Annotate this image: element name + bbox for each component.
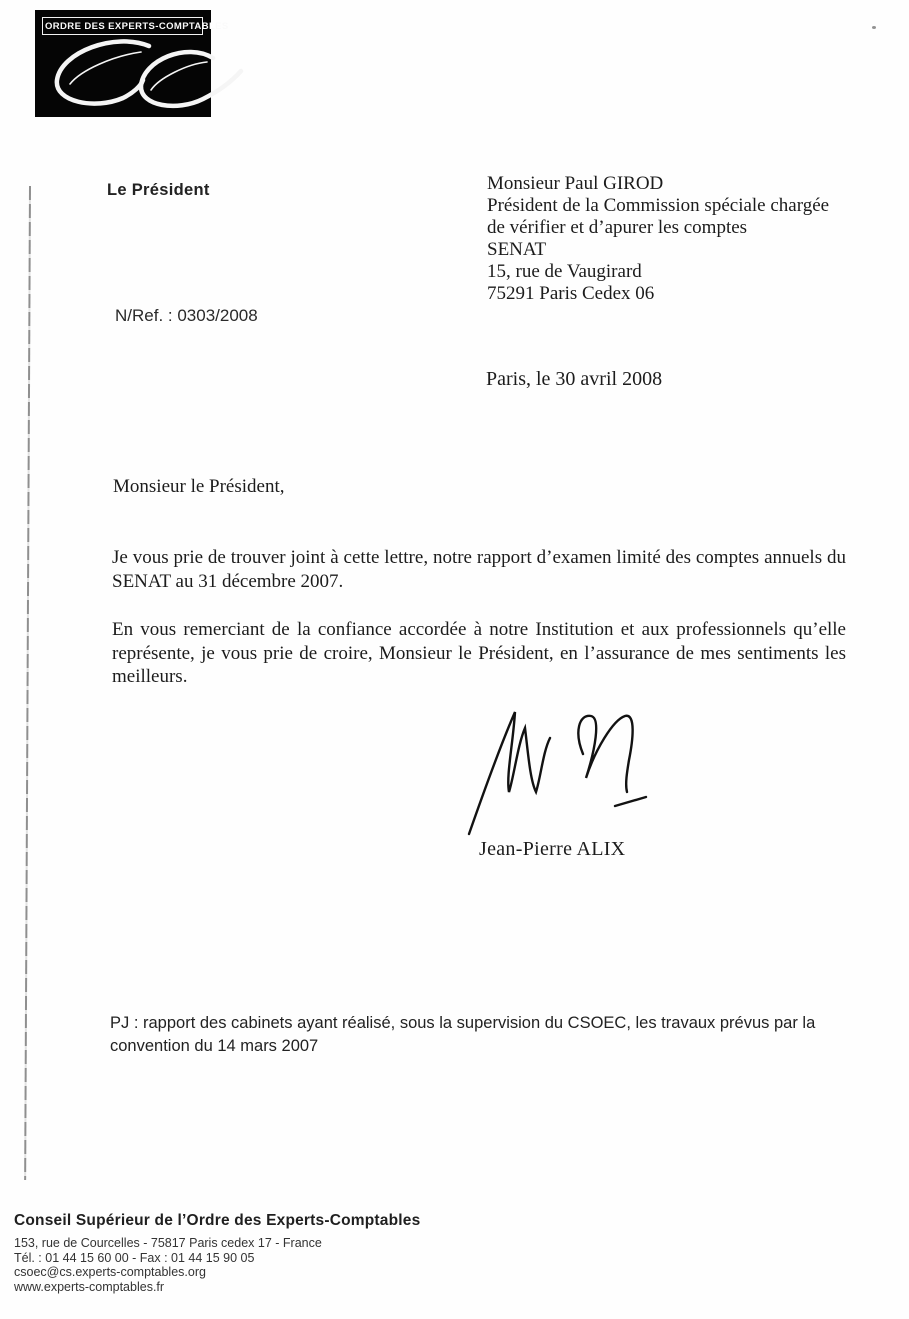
footer-phone-fax: Tél. : 01 44 15 60 00 - Fax : 01 44 15 90 05	[14, 1250, 255, 1265]
signatory-name: Jean-Pierre ALIX	[479, 838, 626, 860]
salutation: Monsieur le Président,	[113, 476, 285, 497]
logo-banner-text: ORDRE DES EXPERTS-COMPTABLES	[42, 17, 203, 35]
letterhead-footer	[14, 1212, 614, 1294]
recipient-address-block	[487, 173, 887, 305]
footer-website: www.experts-comptables.fr	[14, 1279, 165, 1294]
dateline: Paris, le 30 avril 2008	[486, 368, 663, 390]
scan-speck-artifact	[872, 26, 876, 29]
footer-address: 153, rue de Courcelles - 75817 Paris cedex 17 - France	[14, 1236, 322, 1250]
handwritten-signature	[443, 692, 699, 842]
scan-line-artifact	[24, 186, 30, 1180]
sender-title: Le Président	[107, 181, 210, 199]
enclosure-note: PJ : rapport des cabinets ayant réalisé, sous la supervision du CSOEC, les travaux prévus par la convention du 14 mars 2007	[110, 1014, 816, 1055]
logo-monogram-ec-icon	[37, 36, 245, 118]
recipient-line: Monsieur Paul GIROD	[487, 173, 664, 194]
recipient-line: 75291 Paris Cedex 06	[487, 283, 655, 304]
recipient-line: 15, rue de Vaugirard	[487, 261, 642, 282]
recipient-line: Président de la Commission spéciale chargée	[487, 195, 830, 216]
recipient-line: de vérifier et d’apurer les comptes	[487, 217, 748, 238]
body-paragraph-1: Je vous prie de trouver joint à cette lettre, notre rapport d’examen limité des comptes annuels du SENAT au 31 décembre 2007.	[112, 547, 846, 592]
csoec-logo	[35, 10, 229, 117]
recipient-line: SENAT	[487, 239, 547, 260]
footer-email: csoec@cs.experts-comptables.org	[14, 1265, 206, 1280]
body-paragraph-2: En vous remerciant de la confiance accordée à notre Institution et aux professionnels qu’elle représente, je vous prie de croire, Monsieur le Président, en l’assurance de mes sentiments les meilleurs.	[112, 619, 846, 688]
footer-organization: Conseil Supérieur de l’Ordre des Experts-Comptables	[14, 1212, 421, 1229]
reference-number: N/Ref. : 0303/2008	[115, 306, 258, 325]
